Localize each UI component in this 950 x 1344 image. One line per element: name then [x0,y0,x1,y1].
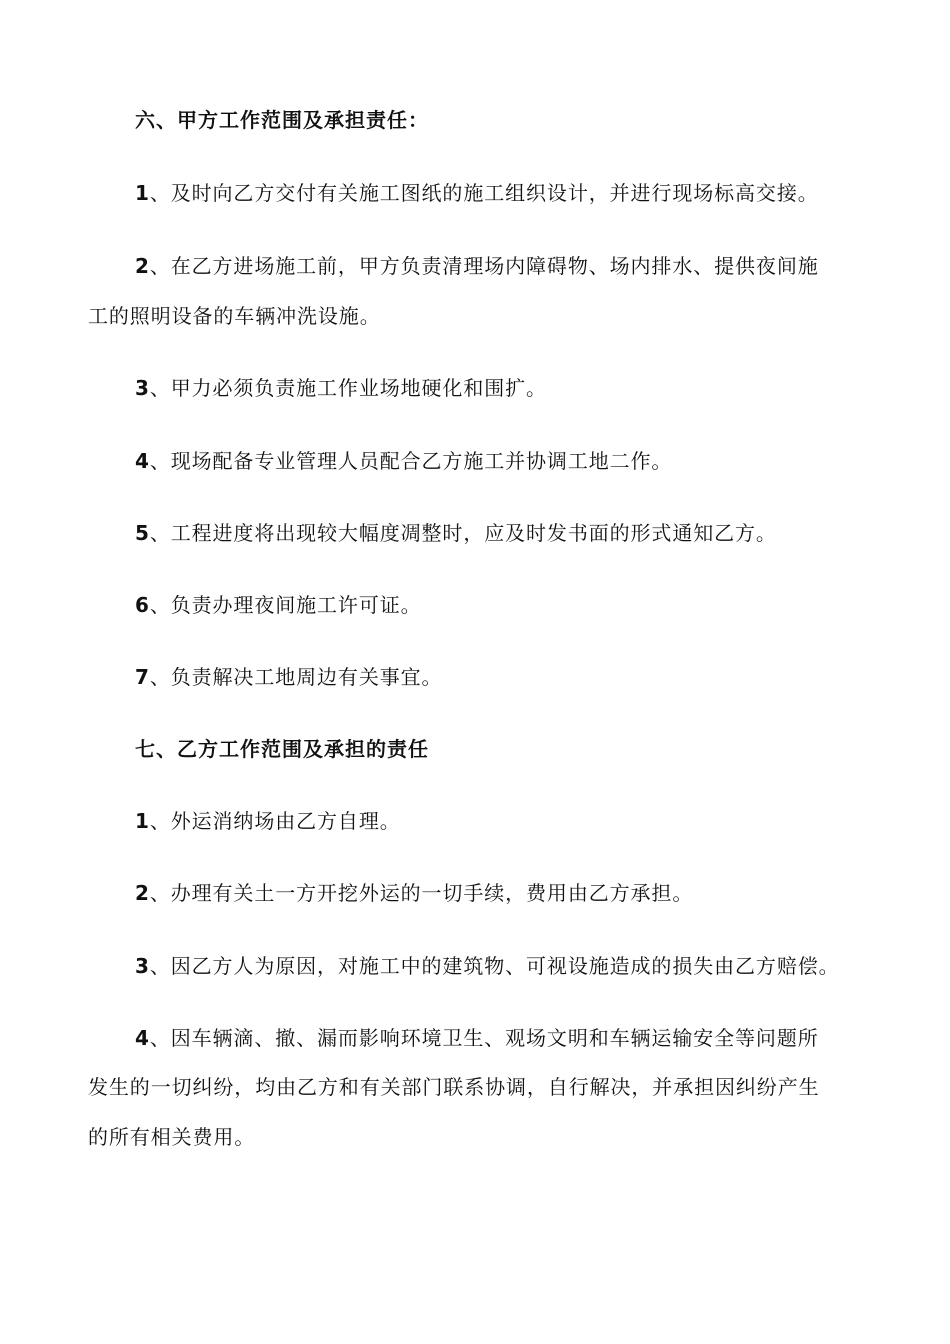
item-text: 、在乙方进场施工前，甲方负责清理场内障碍物、场内排水、提供夜间施 [149,254,819,278]
item-number: 7 [135,665,150,689]
item-number: 5 [135,521,150,545]
section-6-item-5 [135,518,950,548]
item-number: 1 [135,181,150,205]
item-text: 、及时向乙方交付有关施工图纸的施工组织设计，并进行现场标高交接。 [149,181,819,205]
item-text: 、现场配备专业管理人员配合乙方施工并协调工地二作。 [149,449,673,473]
section-7-item-4-continuation-1 [88,1072,950,1102]
item-number: 1 [135,809,150,833]
section-6-item-3 [135,373,950,403]
section-6-item-2 [135,251,950,281]
section-7-item-4 [135,1023,950,1053]
item-text: 、办理有关土一方开挖外运的一切手续，费用由乙方承担。 [149,881,694,905]
section-6-heading: 六、甲方工作范围及承担责任： [135,108,429,132]
item-text: 、负责办理夜间施工许可证。 [149,593,422,617]
item-text: 工的照明设备的车辆冲洗设施。 [88,304,381,328]
item-number: 3 [135,376,150,400]
section-7-item-4-continuation-2 [88,1122,950,1152]
item-text: 、甲力必须负责施工作业场地硬化和围扩。 [149,376,547,400]
section-7-item-2 [135,878,950,908]
section-6-item-1 [135,178,950,208]
item-text: 发生的一切纠纷，均由乙方和有关部门联系协调，自行解决，并承担因纠纷产生 [88,1075,820,1099]
item-number: 4 [135,1026,150,1050]
item-number: 4 [135,449,150,473]
section-6-item-7 [135,662,950,692]
section-6-item-4 [135,446,950,476]
section-6-item-6 [135,590,950,620]
item-number: 2 [135,881,150,905]
section-7-item-1 [135,806,950,836]
item-text: 、因乙方人为原因，对施工中的建筑物、可视设施造成的损失由乙方赔偿。 [149,954,840,978]
item-text: 的所有相关费用。 [88,1125,256,1149]
section-6-item-2-continuation [88,301,950,331]
item-number: 3 [135,954,150,978]
item-text: 、负责解决工地周边有关事宜。 [149,665,443,689]
item-number: 6 [135,593,150,617]
section-7-heading: 七、乙方工作范围及承担的责任 [135,737,429,761]
item-text: 、工程进度将出现较大幅度凋整时，应及时发书面的形式通知乙方。 [149,521,777,545]
item-text: 、外运消纳场由乙方自理。 [149,809,401,833]
section-7-item-3 [135,951,950,981]
item-text: 、因车辆滴、撤、漏而影响环境卫生、观场文明和车辆运输安全等问题所 [149,1026,819,1050]
item-number: 2 [135,254,150,278]
